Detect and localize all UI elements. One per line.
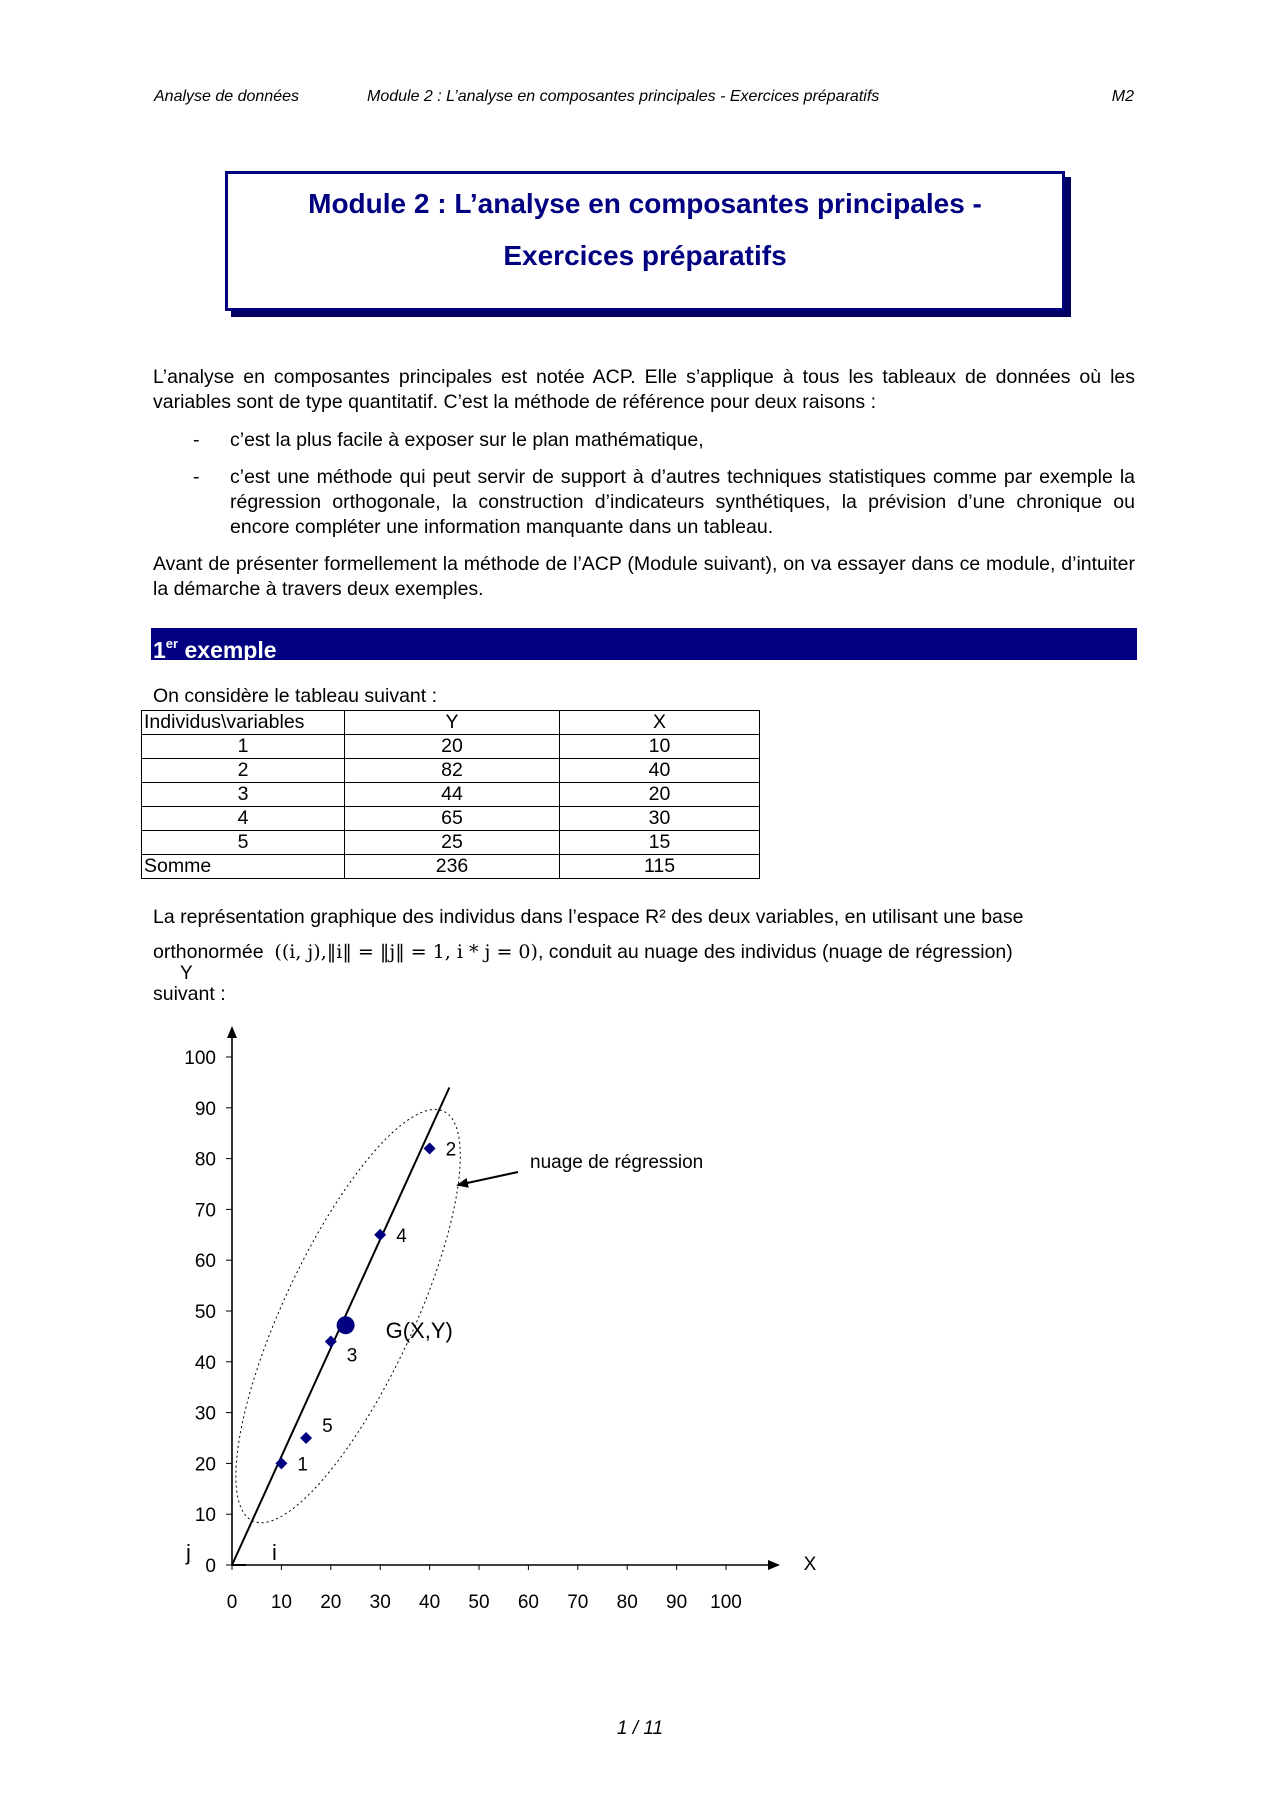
annotation-text: nuage de régression: [530, 1152, 704, 1173]
table-cell: 1: [142, 735, 345, 759]
y-tick-label: 90: [194, 1098, 216, 1120]
data-point-label: 5: [322, 1416, 333, 1437]
y-tick-label: 60: [194, 1251, 216, 1273]
table-cell: 115: [560, 855, 760, 879]
table-cell: 20: [345, 735, 560, 759]
table-header-cell: Individus\variables: [142, 711, 345, 735]
bullet-text: c’est une méthode qui peut servir de support à d’autres techniques statistiques comme par exemple la régression orthogonale, la construction d’indicateurs synthétiques, la prévision d’une chronique ou encore compléter une information manquante dans un tableau.: [230, 466, 1135, 538]
table-cell: 30: [560, 807, 760, 831]
table-cell: 2: [142, 759, 345, 783]
y-tick-label: 100: [184, 1048, 216, 1069]
data-point-label: 3: [346, 1345, 358, 1367]
data-point: [424, 1142, 436, 1154]
bullet-text: c’est la plus facile à exposer sur le plan mathématique,: [230, 429, 704, 451]
x-tick-label: 80: [616, 1592, 638, 1613]
header-left: Analyse de données: [154, 88, 299, 105]
formula-y-label: Y: [180, 963, 193, 984]
x-tick-label: 60: [517, 1592, 539, 1613]
table-cell: Somme: [142, 855, 345, 879]
basis-formula: ((i, j),‖i‖ = ‖j‖ = 1, i * j = 0): [274, 941, 538, 963]
table-cell: 44: [345, 783, 560, 807]
bullet-marker: -: [193, 466, 200, 488]
table-cell: 5: [142, 831, 345, 855]
table-header-cell: X: [560, 711, 760, 735]
table-cell: 20: [560, 783, 760, 807]
y-tick-label: 0: [205, 1556, 216, 1577]
data-point-label: 4: [396, 1225, 407, 1247]
x-tick-label: 90: [666, 1592, 688, 1613]
y-tick-label: 30: [194, 1403, 216, 1425]
x-tick-label: 30: [369, 1592, 391, 1613]
y-tick-label: 40: [194, 1352, 216, 1374]
table-cell: 4: [142, 807, 345, 831]
table-cell: 3: [142, 783, 345, 807]
chart-plot-area: [184, 1028, 816, 1613]
x-axis-label: X: [803, 1554, 817, 1575]
basis-vector-j-label: j: [186, 1540, 191, 1565]
page-title-line1: Module 2 : L’analyse en composantes principales -: [308, 188, 982, 219]
y-tick-label: 20: [194, 1454, 216, 1476]
intro-paragraph-2: Avant de présenter formellement la méthode de l’ACP (Module suivant), on va essayer dans ce module, d’intuiter la démarche à travers deux exemples.: [153, 553, 1135, 600]
table-cell: 25: [345, 831, 560, 855]
table-cell: 15: [560, 831, 760, 855]
x-tick-label: 100: [710, 1592, 742, 1613]
data-point: [300, 1432, 312, 1444]
table-cell: 40: [560, 759, 760, 783]
y-tick-label: 70: [194, 1200, 216, 1222]
y-tick-label: 10: [194, 1505, 216, 1527]
table-cell: 10: [560, 735, 760, 759]
table-cell: 236: [345, 855, 560, 879]
x-tick-label: 50: [468, 1592, 490, 1613]
representation-text-start: orthonormée: [153, 941, 264, 963]
header-middle: Module 2 : L’analyse en composantes principales - Exercices préparatifs: [367, 88, 880, 105]
header-right: M2: [1111, 88, 1134, 105]
y-tick-label: 80: [194, 1149, 216, 1171]
representation-text-line1: La représentation graphique des individus dans l’espace R² des deux variables, en utilisant une base: [153, 906, 1024, 928]
x-tick-label: 0: [226, 1592, 238, 1613]
page-number: 1 / 11: [616, 1718, 664, 1739]
x-tick-label: 20: [320, 1592, 342, 1613]
x-tick-label: 70: [567, 1592, 589, 1613]
page-title-line2: Exercices préparatifs: [503, 240, 787, 271]
table-intro: On considère le tableau suivant :: [153, 685, 438, 707]
table-cell: 82: [345, 759, 560, 783]
basis-vector-i-label: i: [272, 1540, 277, 1565]
annotation-arrow: [458, 1172, 518, 1185]
centroid-point: [337, 1316, 355, 1334]
x-tick-label: 40: [419, 1592, 441, 1613]
representation-text-end: , conduit au nuage des individus (nuage de régression): [537, 941, 1013, 963]
table-cell: 65: [345, 807, 560, 831]
data-point-label: 2: [445, 1139, 457, 1161]
section-label: exemple: [178, 637, 277, 663]
intro-paragraph: L’analyse en composantes principales est notée ACP. Elle s’applique à tous les tableaux de données où les variables sont de type quantitatif. C’est la méthode de référence pour deux raisons :: [153, 366, 1135, 413]
x-tick-label: 10: [270, 1592, 292, 1613]
section-number: 1: [153, 637, 166, 663]
section-superscript: er: [165, 636, 179, 651]
representation-text-line3: suivant :: [153, 983, 226, 1005]
data-point-label: 1: [297, 1454, 308, 1476]
table-header-cell: Y: [345, 711, 560, 735]
bullet-marker: -: [193, 429, 200, 451]
centroid-label: G(X,Y): [385, 1318, 453, 1344]
y-tick-label: 50: [194, 1302, 216, 1323]
